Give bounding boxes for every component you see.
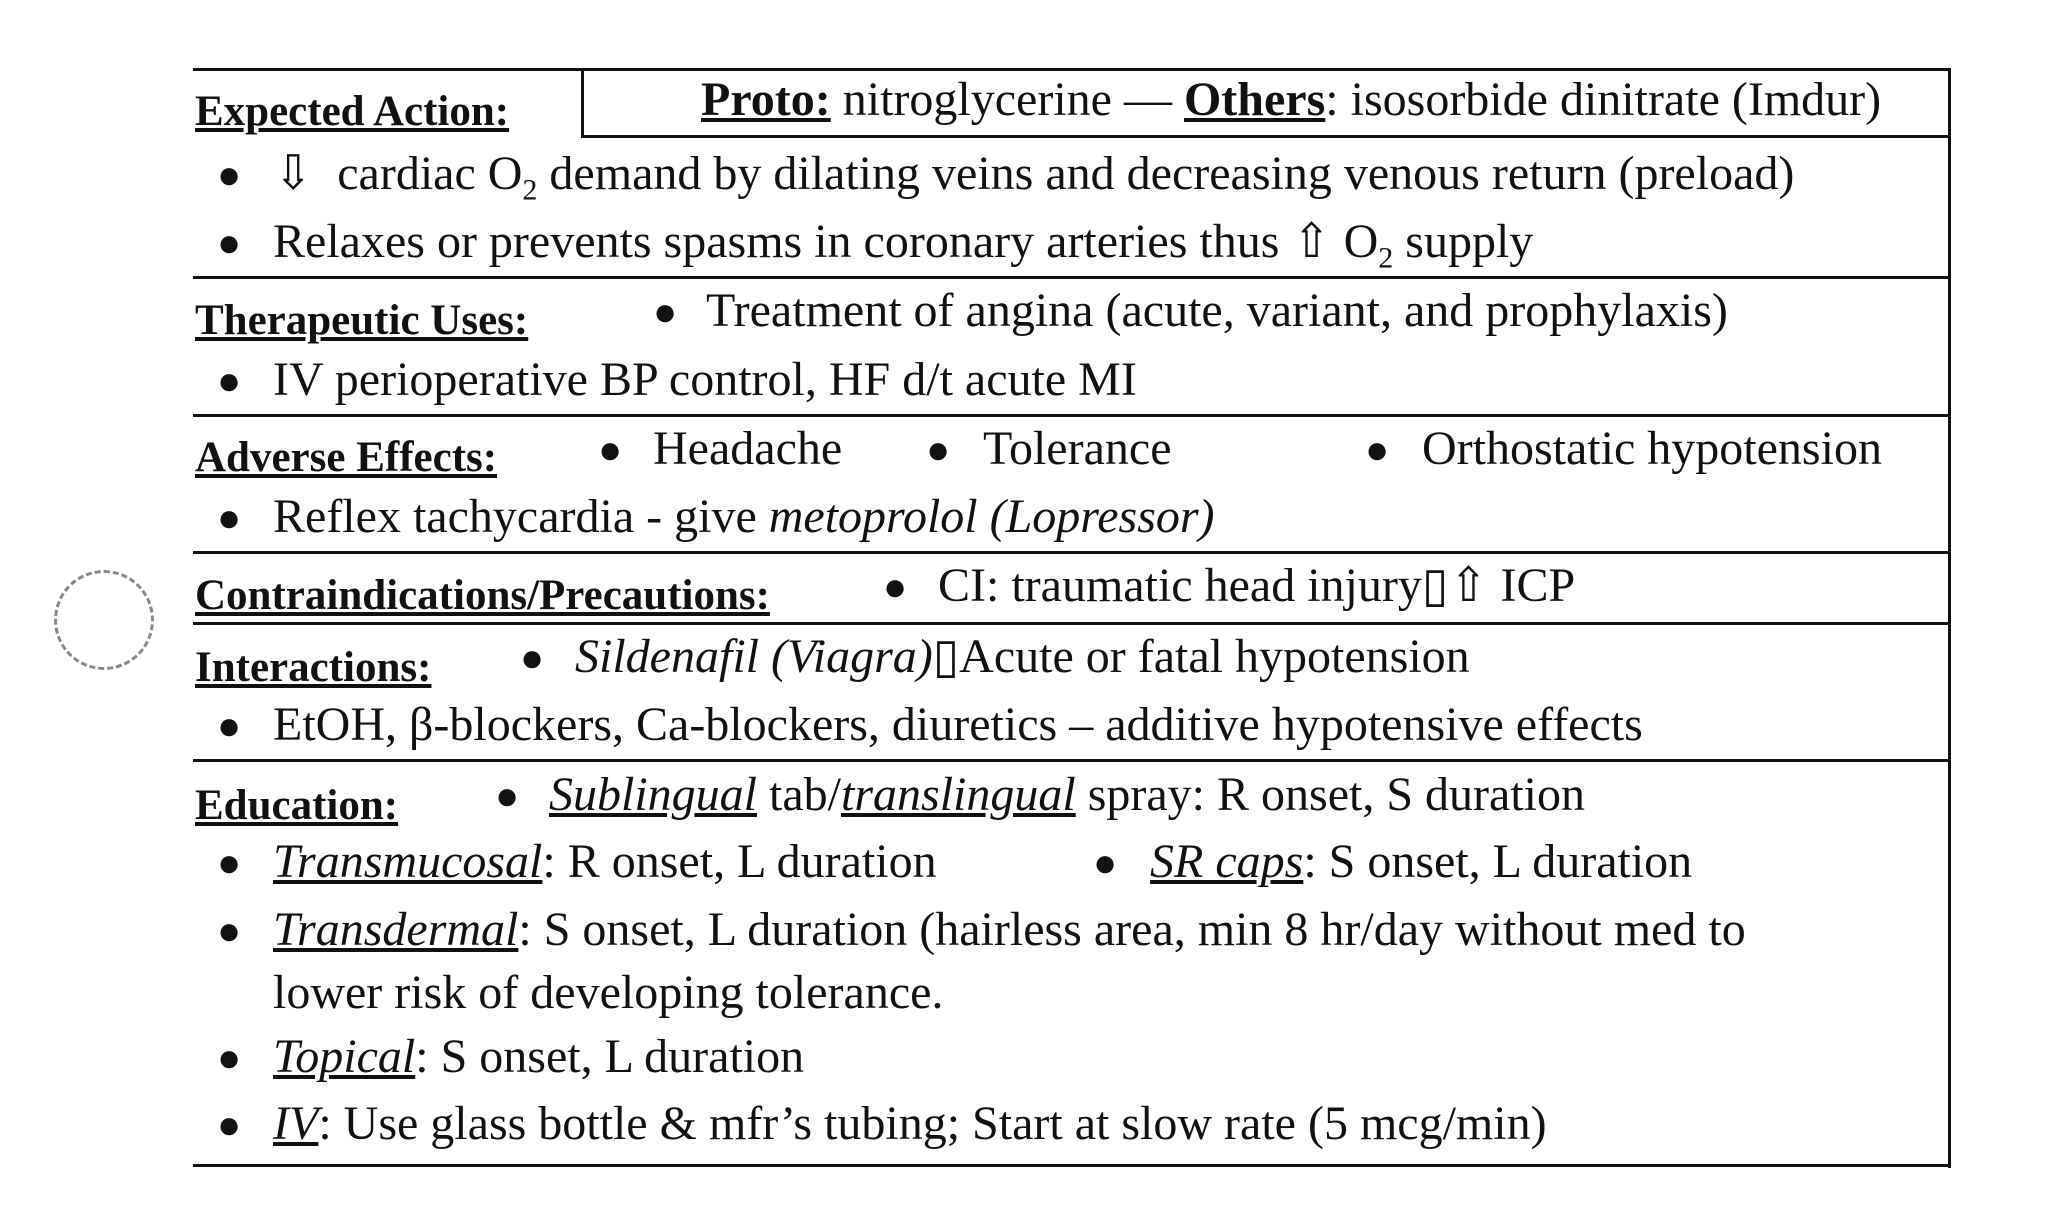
adverse-effect-headache: Headache [653, 422, 843, 475]
drug-name: Sildenafil (Viagra) [575, 630, 933, 683]
expected-action-heading: Expected Action: [195, 88, 510, 135]
education-inline [549, 767, 1585, 823]
bullet-icon: ● [217, 358, 242, 403]
bullet-icon: ● [217, 840, 242, 885]
adverse-effects-bullet-reflex [273, 489, 1215, 545]
contraindications-heading: Contraindications/Precautions: [195, 572, 770, 619]
adverse-effect-tolerance: Tolerance [983, 422, 1172, 475]
interactions-inline [575, 629, 1470, 685]
bullet-text: spray: R onset, S duration [1075, 768, 1585, 821]
bullet-icon: ● [217, 220, 242, 265]
adverse-effects-heading: Adverse Effects: [195, 434, 498, 481]
bullet-icon: ● [1093, 840, 1118, 885]
proto-value: nitroglycerine — [830, 73, 1184, 126]
bullet-text: ▯Acute or fatal hypotension [932, 630, 1470, 683]
drug-card [193, 68, 1951, 1168]
education-transmucosal [273, 834, 937, 890]
margin-circle-mark [54, 570, 154, 670]
section-divider [193, 414, 1951, 417]
education-heading: Education: [195, 782, 399, 829]
bullet-icon: ● [217, 908, 242, 953]
bullet-icon: ● [926, 427, 951, 472]
expected-action-bullet-1 [273, 146, 1794, 219]
contraindications-inline: CI: traumatic head injury▯⇧ ICP [938, 559, 1576, 612]
bullet-icon: ● [217, 495, 242, 540]
section-divider [193, 551, 1951, 554]
bullet-text: cardiac O [337, 147, 523, 200]
bullet-icon: ● [653, 289, 678, 334]
down-arrow-icon: ⇩ [273, 147, 314, 200]
bullet-text: demand by dilating veins and decreasing venous return (preload) [537, 147, 1795, 200]
bullet-text: : S onset, L duration [415, 1030, 805, 1083]
bullet-text: supply [1393, 215, 1534, 268]
drug-name: metoprolol (Lopressor) [768, 490, 1215, 543]
education-sr-caps [1150, 834, 1692, 890]
therapeutic-uses-heading: Therapeutic Uses: [195, 297, 529, 344]
subscript: 2 [522, 173, 538, 207]
adverse-effect-orthostatic: Orthostatic hypotension [1422, 422, 1882, 475]
bullet-icon: ● [217, 1035, 242, 1080]
bullet-text: : S onset, L duration [1303, 835, 1693, 888]
proto-line [701, 72, 1881, 128]
others-label: Others [1183, 73, 1326, 126]
bullet-icon: ● [598, 427, 623, 472]
bullet-icon: ● [520, 635, 545, 680]
bullet-icon: ● [1365, 427, 1390, 472]
education-transdermal-continued: lower risk of developing tolerance. [273, 966, 944, 1019]
bullet-icon: ● [495, 773, 520, 818]
education-iv [273, 1096, 1547, 1152]
route-label: Transmucosal [273, 835, 543, 888]
bullet-text: tab/ [757, 768, 841, 821]
others-value: : isosorbide dinitrate (Imdur) [1325, 73, 1882, 126]
interactions-heading: Interactions: [195, 644, 432, 691]
education-transdermal [273, 902, 1746, 958]
bullet-text: : Use glass bottle & mfr’s tubing; Start at slow rate (5 mcg/min) [318, 1097, 1547, 1150]
bullet-text: Relaxes or prevents spasms in coronary arteries thus ⇧ O [273, 215, 1379, 268]
interactions-bullet-1: EtOH, β-blockers, Ca-blockers, diuretics – additive hypotensive effects [273, 698, 1643, 751]
route-label: IV [273, 1097, 319, 1150]
bottom-border [193, 1164, 1951, 1167]
route-label: translingual [841, 768, 1076, 821]
education-topical [273, 1029, 804, 1085]
therapeutic-uses-bullet-1: IV perioperative BP control, HF d/t acute MI [273, 353, 1137, 406]
route-label: SR caps [1150, 835, 1304, 888]
section-divider [193, 759, 1951, 762]
section-divider [193, 276, 1951, 279]
bullet-text: : S onset, L duration (hairless area, min 8 hr/day without med to [518, 903, 1746, 956]
proto-box [581, 68, 1951, 138]
proto-label: Proto: [701, 73, 831, 126]
therapeutic-uses-inline: Treatment of angina (acute, variant, and prophylaxis) [706, 284, 1728, 337]
route-label: Topical [273, 1030, 416, 1083]
bullet-text: Reflex tachycardia - give [273, 490, 769, 543]
route-label: Transdermal [273, 903, 519, 956]
bullet-icon: ● [217, 1102, 242, 1147]
subscript: 2 [1378, 241, 1394, 275]
bullet-icon: ● [883, 564, 908, 609]
route-label: Sublingual [549, 768, 758, 821]
bullet-icon: ● [217, 703, 242, 748]
bullet-text: : R onset, L duration [542, 835, 937, 888]
section-divider [193, 622, 1951, 625]
bullet-icon: ● [217, 152, 242, 197]
